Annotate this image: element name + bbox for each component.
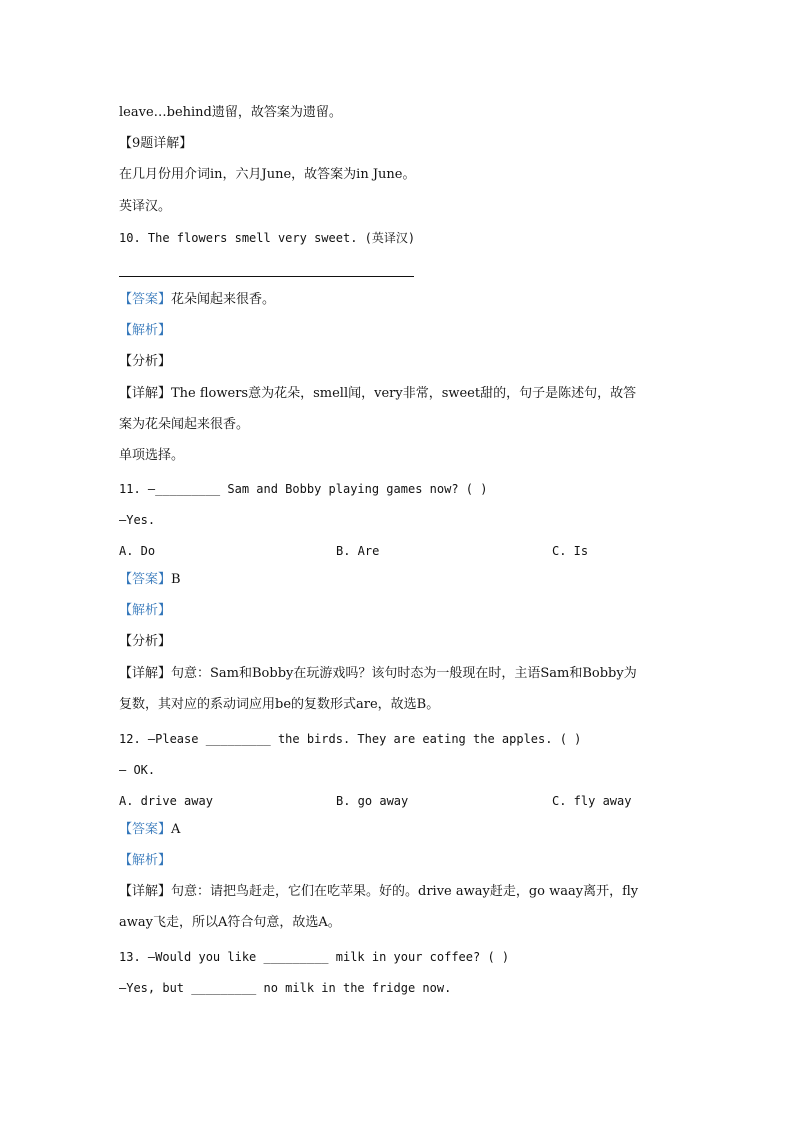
answer-text: 花朵闻起来很香。: [171, 292, 276, 307]
text-line: 在几月份用介词in，六月June，故答案为in June。: [119, 167, 416, 182]
answer-text: B: [171, 572, 181, 587]
question-12-reply: — OK.: [119, 763, 156, 777]
option-c: C. fly away: [552, 794, 632, 808]
option-a: A. Do: [119, 544, 156, 558]
text-line: 英译汉。: [119, 199, 172, 214]
answer-tag: 【答案】: [119, 822, 172, 837]
detail-tag: 【详解】: [119, 386, 172, 401]
question-11: 11. —_________ Sam and Bobby playing games now? ( ): [119, 482, 488, 496]
analysis-tag: 【解析】: [119, 323, 172, 338]
detail-text: 句意：Sam和Bobby在玩游戏吗？该句时态为一般现在时，主语Sam和Bobby为: [171, 666, 637, 681]
detail-text: The flowers意为花朵，smell闻，very非常，sweet甜的，句子是陈述句，故答: [171, 386, 637, 401]
question-13: 13. —Would you like _________ milk in your coffee? ( ): [119, 950, 510, 964]
answer-row: [119, 291, 275, 309]
answer-row: [119, 821, 180, 839]
detail-text: 句意：请把鸟赶走，它们在吃苹果。好的。drive away赶走，go waay离开，fly: [171, 884, 639, 899]
question-12: 12. —Please _________ the birds. They are eating the apples. ( ): [119, 732, 582, 746]
detail-text: away飞走，所以A符合句意，故选A。: [119, 915, 341, 930]
detail-row: [119, 883, 638, 901]
detail-text: 复数，其对应的系动词应用be的复数形式are，故选B。: [119, 697, 440, 712]
option-b: B. Are: [336, 544, 380, 558]
analysis-tag: 【解析】: [119, 603, 172, 618]
answer-blank-line: [119, 276, 414, 277]
section-title: 单项选择。: [119, 448, 185, 463]
detail-text: 案为花朵闻起来很香。: [119, 417, 250, 432]
question-13-reply: —Yes, but _________ no milk in the fridge now.: [119, 981, 452, 995]
option-b: B. go away: [336, 794, 409, 808]
analysis-subtag: 【分析】: [119, 354, 172, 369]
answer-text: A: [171, 822, 181, 837]
analysis-subtag: 【分析】: [119, 634, 172, 649]
option-c: C. Is: [552, 544, 589, 558]
analysis-tag: 【解析】: [119, 853, 172, 868]
option-a: A. drive away: [119, 794, 213, 808]
question-10: 10. The flowers smell very sweet. (英译汉): [119, 231, 416, 245]
answer-tag: 【答案】: [119, 572, 172, 587]
detail-row: [119, 385, 636, 403]
detail-tag: 【详解】: [119, 884, 172, 899]
detail-row: [119, 665, 637, 683]
detail-tag: 【详解】: [119, 666, 172, 681]
answer-row: [119, 571, 181, 589]
answer-tag: 【答案】: [119, 292, 172, 307]
text-line: leave…behind遗留，故答案为遗留。: [119, 105, 342, 120]
section-heading: 【9题详解】: [119, 136, 193, 151]
question-11-reply: —Yes.: [119, 513, 156, 527]
